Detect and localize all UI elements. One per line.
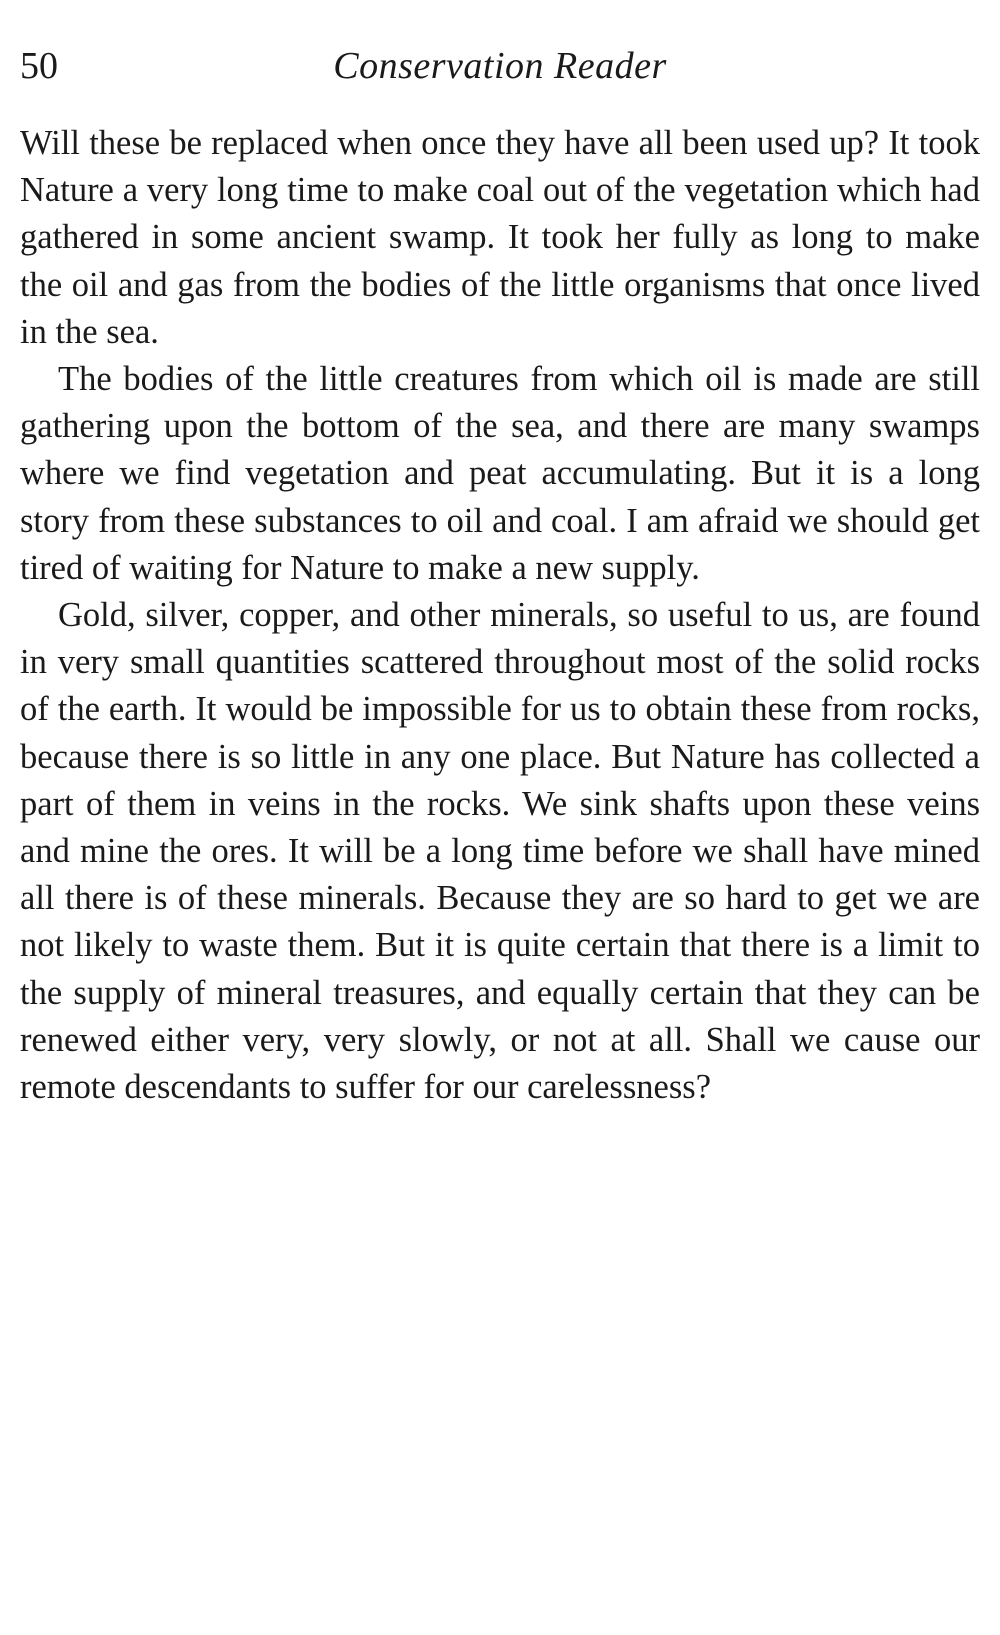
running-head bbox=[20, 36, 980, 96]
page-number: 50 bbox=[20, 45, 58, 87]
running-title: Conservation Reader bbox=[333, 45, 667, 87]
paragraph-minerals: Gold, silver, copper, and other minerals, so useful to us, are found in very small quantities scattered throughout most of the solid rocks of the earth. It would be impossible for us to obtain these from rocks, because there is so little in any one place. But Nature has collected a part of them in veins in the rocks. We sink shafts upon these veins and mine the ores. It will be a long time before we shall have mined all there is of these minerals. Because they are so hard to get we are not likely to waste them. But it is quite certain that there is a limit to the supply of mineral treasures, and equally certain that they can be renewed either very, very slowly, or not at all. Shall we cause our remote descendants to suffer for our carelessness? bbox=[20, 596, 980, 1107]
paragraph-oil-coal: The bodies of the little creatures from which oil is made are still gathering upon the bottom of the sea, and there are many swamps where we find vegetation and peat accumulating. But it is a long story from these substances to oil and coal. I am afraid we should get tired of waiting for Nature to make a new supply. bbox=[20, 360, 980, 587]
paragraph-continuation: Will these be replaced when once they have all been used up? It took Nature a very long time to make coal out of the vegetation which had gathered in some ancient swamp. It took her fully as long to make the oil and gas from the bodies of the little organisms that once lived in the sea. bbox=[20, 124, 980, 351]
body-text bbox=[20, 120, 980, 1111]
